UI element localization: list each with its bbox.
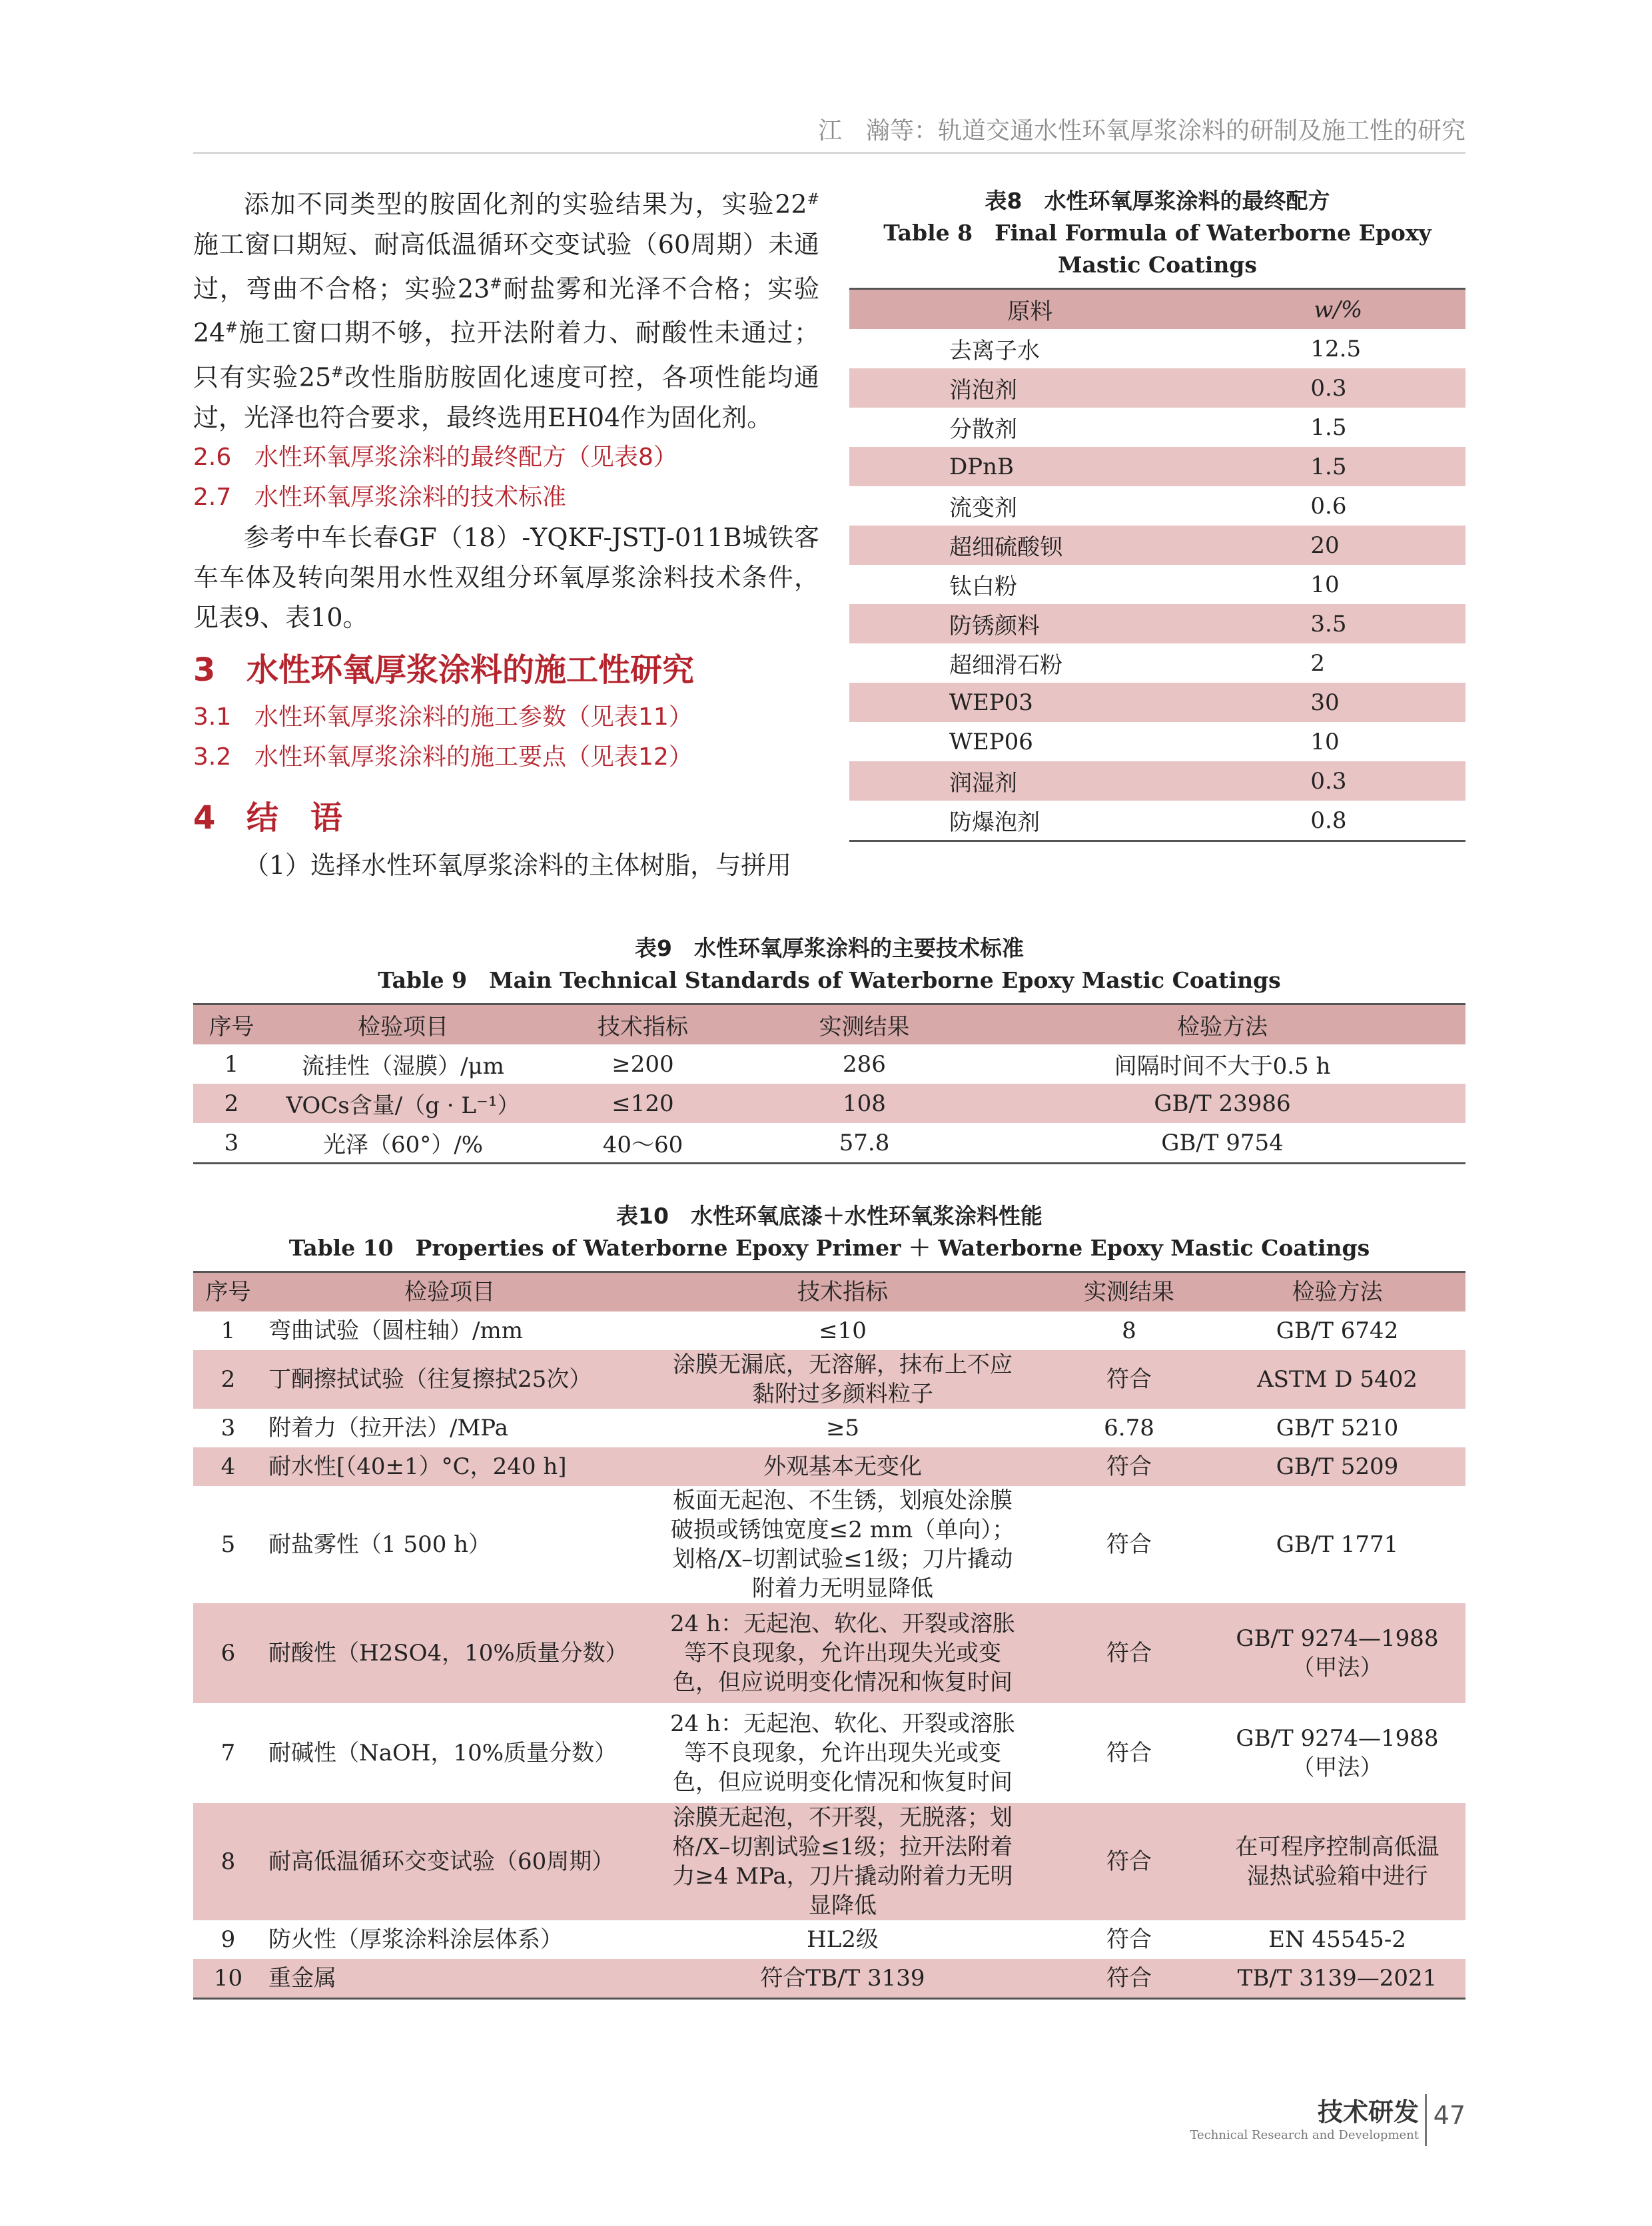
result-cell: 符合 — [1049, 1603, 1209, 1703]
result-cell: 符合 — [1049, 1959, 1209, 1999]
section-number: 2.7 — [193, 483, 232, 511]
material-cell: 超细滑石粉 — [949, 652, 1062, 679]
mass-fraction-cell: 0.3 — [1210, 761, 1465, 801]
spec-cell: 24 h：无起泡、软化、开裂或溶胀等不良现象，允许出现失光或变色，但应说明变化情况和恢复时间 — [636, 1603, 1049, 1703]
properties-table — [193, 1271, 1465, 2000]
header-cell: 检验方法 — [1209, 1272, 1465, 1312]
no-cell: 3 — [220, 1415, 236, 1441]
header-cell: 技术指标 — [636, 1272, 1049, 1312]
no-cell: 4 — [193, 1447, 263, 1486]
table-10 — [193, 1200, 1465, 2000]
table-row — [193, 1350, 1465, 1409]
table-row — [193, 1123, 1465, 1164]
mass-fraction-cell: 12.5 — [1310, 335, 1362, 362]
running-title: 江 瀚等：轨道交通水性环氧厚浆涂料的研制及施工性的研究 — [817, 117, 1465, 145]
table-row — [849, 761, 1465, 801]
header-cell: 检验项目 — [263, 1272, 636, 1312]
mass-fraction-cell: 0.6 — [1310, 492, 1347, 520]
section-3-1-heading — [193, 697, 819, 737]
running-header — [193, 105, 1465, 154]
no-cell: 7 — [220, 1740, 236, 1766]
sup-mark: # — [331, 364, 344, 381]
header-cell: 技术指标 — [536, 1004, 749, 1045]
spec-cell: 涂膜无漏底，无溶解，抹布上不应黏附过多颜料粒子 — [636, 1350, 1049, 1409]
section-title: 水性环氧厚浆涂料的施工要点（见表12） — [254, 743, 693, 771]
section-2-6-heading — [193, 438, 819, 478]
item-cell: 防火性（厚浆涂料涂层体系） — [268, 1926, 563, 1953]
table-row — [849, 526, 1465, 565]
caption-cn: 表10 水性环氧底漆＋水性环氧浆涂料性能 — [616, 1203, 1042, 1229]
material-cell: 钛白粉 — [949, 573, 1017, 600]
table-row — [193, 1603, 1465, 1703]
section-3-2-heading — [193, 737, 819, 777]
page-number: 47 — [1433, 2101, 1465, 2130]
result-cell: 符合 — [1106, 1926, 1152, 1953]
table-row — [849, 329, 1465, 368]
item-cell: 弯曲试验（圆柱轴）/mm — [268, 1317, 523, 1344]
no-cell: 9 — [220, 1926, 236, 1953]
no-cell: 10 — [193, 1959, 263, 1999]
material-cell: 防锈颜料 — [849, 604, 1210, 643]
method-cell: EN 45545-2 — [1268, 1926, 1406, 1953]
spec-cell: 24 h：无起泡、软化、开裂或溶胀等不良现象，允许出现失光或变色，但应说明变化情况和恢复时间 — [670, 1710, 1015, 1796]
spec-cell: ≥200 — [612, 1050, 674, 1078]
column-brand — [1190, 2091, 1419, 2142]
no-cell: 8 — [193, 1803, 263, 1920]
method-cell: GB/T 23986 — [979, 1084, 1465, 1123]
no-cell: 1 — [220, 1317, 236, 1344]
sup-mark: # — [490, 275, 502, 292]
item-cell: 重金属 — [263, 1959, 636, 1999]
caption-cn: 表8 水性环氧厚浆涂料的最终配方 — [985, 188, 1330, 214]
p1-b: 施工窗口期短、耐高低温循环交变试验（60周期）未通过，弯曲不合格；实验23 — [193, 229, 819, 304]
item-cell: 光泽（60°）/% — [322, 1132, 484, 1158]
paragraph-curing-agent — [193, 180, 819, 438]
material-cell: 防爆泡剂 — [949, 809, 1040, 836]
spec-cell: ≤10 — [819, 1317, 867, 1344]
spec-cell: ≥5 — [825, 1415, 860, 1441]
column-name-en: Technical Research and Development — [1190, 2128, 1419, 2142]
p1-d: 施工窗口期不够，拉开法附着力、耐酸性未通过；只有实验25 — [193, 318, 819, 392]
table-row — [849, 801, 1465, 841]
table-row — [193, 1084, 1465, 1123]
no-cell: 5 — [220, 1531, 236, 1558]
item-cell: 流挂性（湿膜）/μm — [302, 1053, 504, 1080]
sup-mark: # — [225, 320, 238, 337]
mass-fraction-cell: 1.5 — [1210, 447, 1465, 486]
result-cell: 108 — [749, 1084, 979, 1123]
section-3-heading — [193, 647, 819, 693]
table-row — [193, 1703, 1465, 1803]
result-cell: 符合 — [1049, 1803, 1209, 1920]
result-cell: 符合 — [1049, 1447, 1209, 1486]
header-cell: 实测结果 — [1049, 1272, 1209, 1312]
section-number: 3 — [193, 651, 216, 689]
table-row — [193, 1044, 1465, 1084]
table-9-caption — [193, 932, 1465, 996]
result-cell: 6.78 — [1104, 1415, 1154, 1441]
table-row — [849, 486, 1465, 526]
section-title: 水性环氧厚浆涂料的施工参数（见表11） — [254, 703, 693, 731]
mass-fraction-cell: 0.8 — [1310, 807, 1347, 834]
method-cell: GB/T 9754 — [1161, 1129, 1284, 1156]
spec-cell: ≤120 — [536, 1084, 749, 1123]
table-row — [193, 1447, 1465, 1486]
table-8-caption — [849, 185, 1465, 281]
mass-fraction-cell: 10 — [1310, 571, 1340, 598]
paragraph-conclusion-1: （1）选择水性环氧厚浆涂料的主体树脂，与拼用 — [244, 850, 792, 880]
method-cell: GB/T 1771 — [1276, 1531, 1399, 1558]
paragraph-standard-reference: 参考中车长春GF（18）-YQKF-JSTJ-011B城铁客车车体及转向架用水性双组分环氧厚浆涂料技术条件，见表9、表10。 — [193, 522, 819, 632]
method-cell: 间隔时间不大于0.5 h — [1114, 1053, 1331, 1080]
mass-fraction-cell: 20 — [1210, 526, 1465, 565]
p1-e: 改性脂肪胺固化速度可控，各项性能均通过，光泽也符合要求，最终选用EH04作为固化剂。 — [193, 362, 819, 432]
header-cell: 序号 — [193, 1272, 263, 1312]
result-cell: 8 — [1122, 1317, 1136, 1344]
section-title: 水性环氧厚浆涂料的施工性研究 — [246, 651, 695, 689]
header-cell: 检验项目 — [270, 1004, 536, 1045]
section-2-7-heading — [193, 478, 819, 518]
table-row — [849, 643, 1465, 683]
p1-c: 耐盐雾和光泽不合格；实验24 — [193, 274, 819, 348]
no-cell: 2 — [193, 1084, 270, 1123]
spec-cell: 外观基本无变化 — [636, 1447, 1049, 1486]
section-title: 水性环氧厚浆涂料的技术标准 — [254, 483, 567, 511]
body-text-column — [193, 180, 819, 885]
item-cell: 耐盐雾性（1 500 h） — [268, 1531, 492, 1558]
table-row — [849, 722, 1465, 761]
table-row — [849, 604, 1465, 643]
material-cell: 分散剂 — [949, 416, 1017, 443]
result-cell: 符合 — [1106, 1740, 1152, 1766]
column-name-cn: 技术研发 — [1317, 2097, 1419, 2127]
p1-a: 添加不同类型的胺固化剂的实验结果为，实验22 — [244, 189, 807, 219]
material-cell: WEP03 — [849, 683, 1210, 722]
header-cell: 序号 — [193, 1004, 270, 1045]
header-cell: 实测结果 — [749, 1004, 979, 1045]
mass-fraction-cell: 3.5 — [1210, 604, 1465, 643]
caption-cn: 表9 水性环氧厚浆涂料的主要技术标准 — [635, 935, 1024, 961]
result-cell: 符合 — [1106, 1531, 1152, 1558]
table-row — [193, 1959, 1465, 1999]
table-10-caption — [193, 1200, 1465, 1264]
result-cell: 57.8 — [839, 1129, 890, 1156]
item-cell: 耐碱性（NaOH，10%质量分数） — [268, 1740, 618, 1766]
spec-cell: HL2级 — [807, 1926, 879, 1953]
table-row — [849, 447, 1465, 486]
no-cell: 6 — [193, 1603, 263, 1703]
mass-fraction-cell: 30 — [1210, 683, 1465, 722]
no-cell: 2 — [193, 1350, 263, 1409]
material-cell: DPnB — [849, 447, 1210, 486]
item-cell: VOCs含量/（g · L⁻¹） — [270, 1084, 536, 1123]
table-row — [193, 1311, 1465, 1350]
material-cell: 去离子水 — [949, 338, 1040, 364]
item-cell: 耐酸性（H2SO4，10%质量分数） — [263, 1603, 636, 1703]
caption-en: Table 10 Properties of Waterborne Epoxy Primer ＋ Waterborne Epoxy Mastic Coatings — [288, 1235, 1370, 1261]
section-title: 结 语 — [246, 799, 343, 837]
formula-table — [849, 288, 1465, 842]
caption-en: Table 9 Main Technical Standards of Waterborne Epoxy Mastic Coatings — [378, 967, 1281, 993]
section-4-heading — [193, 795, 819, 841]
item-cell: 耐水性[（40±1）°C，240 h] — [263, 1447, 636, 1486]
header-cell: 原料 — [849, 289, 1210, 330]
table-row — [193, 1486, 1465, 1603]
table-row — [193, 1803, 1465, 1920]
mass-fraction-cell: 2 — [1310, 649, 1326, 677]
table-8 — [849, 185, 1465, 842]
table-row — [849, 368, 1465, 408]
method-cell: TB/T 3139—2021 — [1209, 1959, 1465, 1999]
table-row — [849, 408, 1465, 447]
spec-cell: 涂膜无起泡，不开裂，无脱落；划格/X–切割试验≤1级；拉开法附着力≥4 MPa，刀片撬动附着力无明显降低 — [636, 1803, 1049, 1920]
sup-mark: # — [807, 191, 819, 208]
material-cell: 消泡剂 — [849, 368, 1210, 408]
mass-fraction-cell: 10 — [1310, 728, 1340, 755]
no-cell: 3 — [224, 1129, 239, 1156]
mass-fraction-cell: 1.5 — [1310, 414, 1347, 441]
footer-divider — [1425, 2094, 1427, 2146]
method-cell: GB/T 9274—1988（甲法） — [1209, 1603, 1465, 1703]
method-cell: 在可程序控制高低温湿热试验箱中进行 — [1209, 1803, 1465, 1920]
method-cell: GB/T 5209 — [1209, 1447, 1465, 1486]
material-cell: 流变剂 — [949, 495, 1017, 522]
table-9-body — [193, 1044, 1465, 1164]
section-number: 3.2 — [193, 743, 232, 771]
table-row — [849, 565, 1465, 604]
method-cell: GB/T 6742 — [1276, 1317, 1399, 1344]
header-cell: 检验方法 — [979, 1004, 1465, 1045]
section-title: 水性环氧厚浆涂料的最终配方（见表8） — [254, 443, 677, 471]
material-cell: WEP06 — [949, 728, 1033, 755]
caption-en: Table 8 Final Formula of Waterborne Epoxy Mastic Coatings — [883, 220, 1432, 278]
table-9 — [193, 932, 1465, 1164]
method-cell: ASTM D 5402 — [1209, 1350, 1465, 1409]
table-10-body — [193, 1311, 1465, 1999]
item-cell: 丁酮擦拭试验（往复擦拭25次） — [263, 1350, 636, 1409]
result-cell: 286 — [843, 1050, 886, 1078]
table-row — [849, 683, 1465, 722]
spec-cell: 符合TB/T 3139 — [636, 1959, 1049, 1999]
method-cell: GB/T 5210 — [1276, 1415, 1399, 1441]
spec-cell: 40～60 — [602, 1132, 683, 1158]
table-row — [193, 1409, 1465, 1447]
mass-fraction-cell: 0.3 — [1210, 368, 1465, 408]
table-row — [193, 1920, 1465, 1959]
method-cell: GB/T 9274—1988（甲法） — [1236, 1725, 1439, 1781]
table-8-body — [849, 329, 1465, 841]
material-cell: 超细硫酸钡 — [849, 526, 1210, 565]
spec-cell: 板面无起泡、不生锈，划痕处涂膜破损或锈蚀宽度≤2 mm（单向）；划格/X–切割试验≤1级；刀片撬动附着力无明显降低 — [670, 1487, 1015, 1602]
standards-table — [193, 1003, 1465, 1164]
material-cell: 润湿剂 — [849, 761, 1210, 801]
no-cell: 1 — [224, 1050, 239, 1078]
section-number: 2.6 — [193, 443, 232, 471]
section-number: 4 — [193, 799, 216, 837]
item-cell: 耐高低温循环交变试验（60周期） — [263, 1803, 636, 1920]
header-cell: w/% — [1210, 289, 1465, 330]
section-number: 3.1 — [193, 703, 232, 731]
item-cell: 附着力（拉开法）/MPa — [268, 1415, 508, 1441]
result-cell: 符合 — [1049, 1350, 1209, 1409]
